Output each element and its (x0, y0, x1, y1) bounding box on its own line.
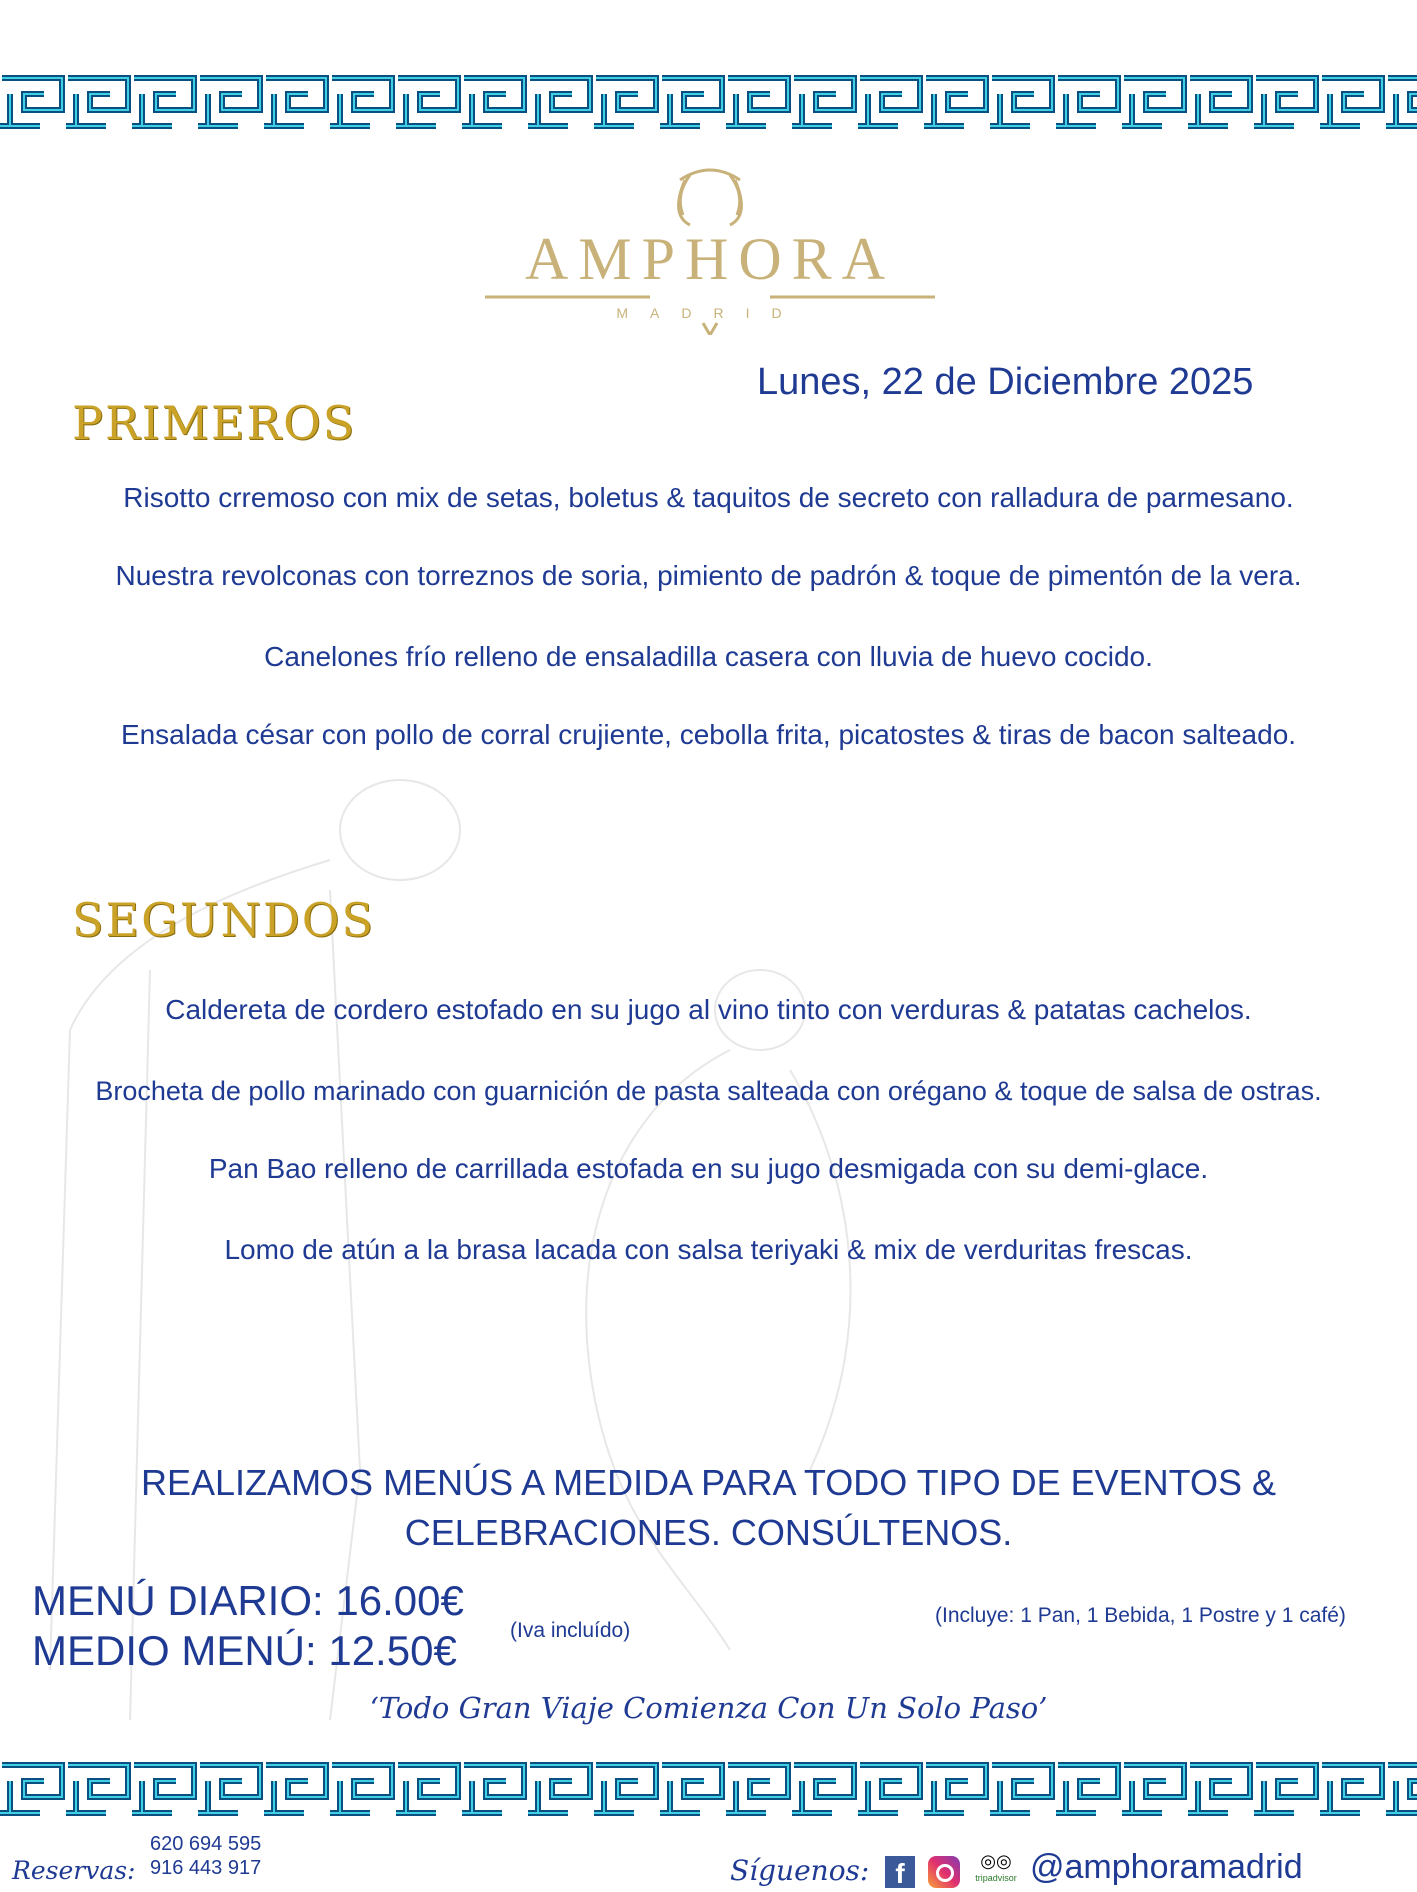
primeros-item: Risotto crremoso con mix de setas, boletus & taquitos de secreto con ralladura de parmesano. (123, 482, 1294, 513)
phone-numbers (150, 1832, 261, 1880)
primeros-item: Canelones frío relleno de ensaladilla casera con lluvia de huevo cocido. (264, 641, 1153, 672)
tripadvisor-icon[interactable]: ◎◎ tripadvisor (970, 1850, 1022, 1890)
includes-note: (Incluye: 1 Pan, 1 Bebida, 1 Postre y 1 café) (935, 1604, 1346, 1627)
tripadvisor-label: tripadvisor (975, 1873, 1017, 1883)
social-handle[interactable]: @amphoramadrid (1030, 1848, 1303, 1886)
logo-name: AMPHORA (524, 226, 896, 292)
vat-note: (Iva incluído) (510, 1619, 631, 1642)
primeros-item: Ensalada césar con pollo de corral crujiente, cebolla frita, picatostes & tiras de bacon salteado. (120, 719, 1297, 750)
amphora-logo (480, 155, 940, 335)
events-line: CELEBRACIONES. CONSÚLTENOS. (404, 1512, 1013, 1553)
primeros-heading: PRIMEROS (72, 396, 357, 450)
half-menu-price: MEDIO MENÚ: 12.50€ (32, 1627, 457, 1674)
motto-quote: ‘Todo Gran Viaje Comienza Con Un Solo Paso’ (369, 1691, 1048, 1725)
events-notice (0, 1458, 1417, 1558)
greek-key-border-bottom (0, 1757, 1417, 1821)
instagram-icon[interactable] (928, 1856, 960, 1888)
reservas-label: Reservas: (12, 1856, 136, 1885)
primeros-item: Nuestra revolconas con torreznos de soria, pimiento de padrón & toque de pimentón de la vera. (115, 560, 1302, 591)
logo-subtitle: MADRID (616, 305, 804, 321)
follow-label: Síguenos: (730, 1854, 870, 1887)
segundos-item: Pan Bao relleno de carrillada estofada en su jugo desmigada con su demi-glace. (208, 1153, 1209, 1184)
daily-menu-price: MENÚ DIARIO: 16.00€ (32, 1577, 464, 1624)
segundos-item: Brocheta de pollo marinado con guarnición de pasta salteada con orégano & toque de salsa de ostras. (95, 1076, 1322, 1106)
segundos-item: Lomo de atún a la brasa lacada con salsa teriyaki & mix de verduritas frescas. (224, 1234, 1193, 1265)
phone-number[interactable]: 620 694 595 (150, 1833, 262, 1855)
facebook-icon[interactable]: f (885, 1856, 915, 1888)
events-line: REALIZAMOS MENÚS A MEDIDA PARA TODO TIPO DE EVENTOS & (141, 1462, 1276, 1503)
segundos-item: Caldereta de cordero estofado en su jugo al vino tinto con verduras & patatas cachelos. (165, 994, 1252, 1025)
phone-number[interactable]: 916 443 917 (150, 1857, 262, 1879)
greek-key-border-top (0, 70, 1417, 134)
segundos-heading: SEGUNDOS (72, 893, 375, 947)
menu-date: Lunes, 22 de Diciembre 2025 (757, 361, 1254, 403)
